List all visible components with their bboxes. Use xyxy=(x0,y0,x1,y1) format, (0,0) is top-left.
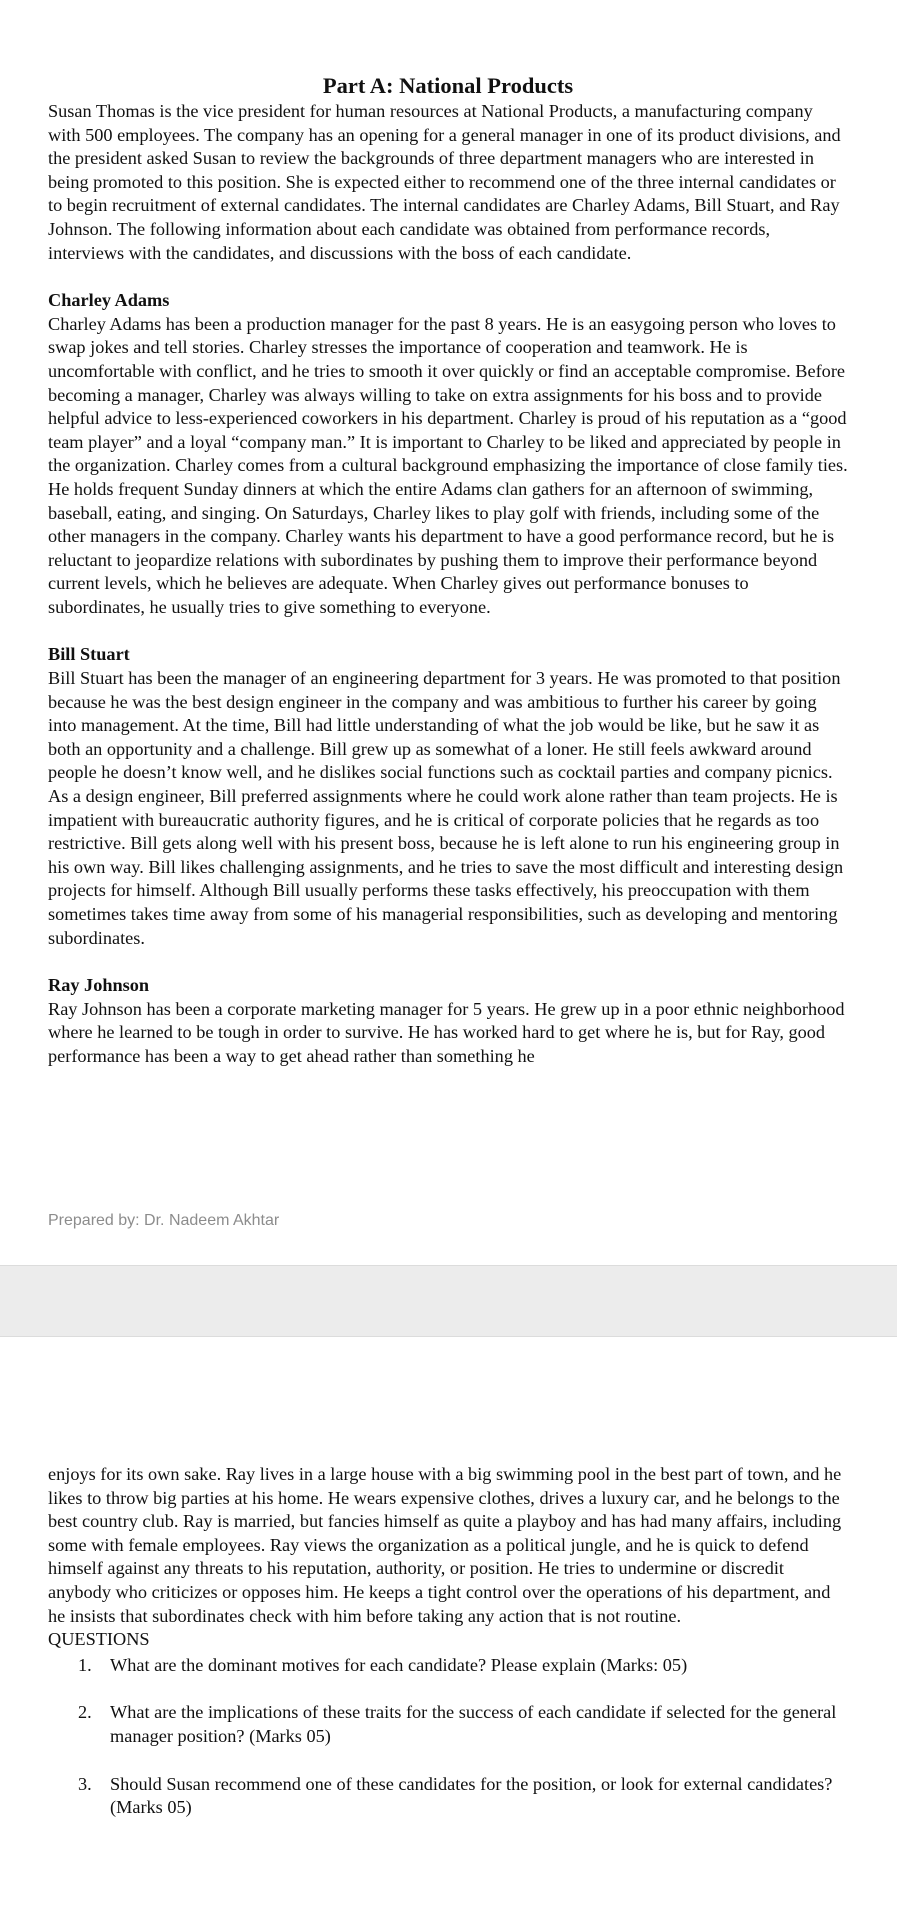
question-number: 2. xyxy=(78,1702,92,1723)
question-number: 1. xyxy=(78,1654,92,1675)
questions-list xyxy=(48,1654,848,1820)
question-text: What are the implications of these traits for the success of each candidate if selected for the general manager position? (Marks 05) xyxy=(110,1702,837,1746)
charley-paragraph: Charley Adams has been a production manager for the past 8 years. He is an easygoing person who loves to swap jokes and tell stories. Charley stresses the importance of cooperation and teamwork. He is uncomfortable with conflict, and he tries to smooth it over quickly or find an acceptable compromise. Before becoming a manager, Charley was always willing to take on extra assignments for his boss and to provide helpful advice to less-experienced coworkers in his department. Charley is proud of his reputation as a “good team player” and a loyal “company man.” It is important to Charley to be liked and appreciated by people in the organization. Charley comes from a cultural background emphasizing the importance of close family ties. He holds frequent Sunday dinners at which the entire Adams clan gathers for an afternoon of swimming, baseball, eating, and singing. On Saturdays, Charley likes to play golf with friends, including some of the other managers in the company. Charley wants his department to have a good performance record, but he is reluctant to jeopardize relations with subordinates by pushing them to improve their performance beyond current levels, which he believes are adequate. When Charley gives out performance bonuses to subordinates, he usually tries to give something to everyone. xyxy=(48,313,848,617)
bill-paragraph: Bill Stuart has been the manager of an engineering department for 3 years. He was promoted to that position because he was the best design engineer in the company and was ambitious to further his career by going into management. At the time, Bill had little understanding of what the job would be like, but he saw it as both an opportunity and a challenge. Bill grew up as somewhat of a loner. He still feels awkward around people he doesn’t know well, and he dislikes social functions such as cocktail parties and company picnics. As a design engineer, Bill preferred assignments where he could work alone rather than team projects. He is impatient with bureaucratic authority figures, and he is critical of corporate policies that he regards as too restrictive. Bill gets along well with his present boss, because he is left alone to run his engineering group in his own way. Bill likes challenging assignments, and he tries to save the most difficult and interesting design projects for himself. Although Bill usually performs these tasks effectively, his preoccupation with them sometimes takes time away from some of his managerial responsibilities, such as developing and mentoring subordinates. xyxy=(48,668,844,948)
question-text: What are the dominant motives for each candidate? Please explain (Marks: 05) xyxy=(110,1654,688,1675)
questions-title: QUESTIONS xyxy=(48,1629,150,1650)
intro-paragraph: Susan Thomas is the vice president for human resources at National Products, a manufacturing company with 500 employees. The company has an opening for a general manager in one of its product divisions, and the president asked Susan to review the backgrounds of three department managers who are interested in being promoted to this position. She is expected either to recommend one of the three internal candidates or to begin recruitment of external candidates. The internal candidates are Charley Adams, Bill Stuart, and Ray Johnson. The following information about each candidate was obtained from performance records, interviews with the candidates, and discussions with the boss of each candidate. xyxy=(48,101,841,263)
page-1-content xyxy=(48,72,848,1069)
page-2-content xyxy=(48,1463,848,1844)
ray-heading: Ray Johnson xyxy=(48,975,150,996)
bill-heading: Bill Stuart xyxy=(48,644,130,665)
document-title: Part A: National Products xyxy=(322,73,574,98)
question-text: Should Susan recommend one of these candidates for the position, or look for external candidates? (Marks 05) xyxy=(110,1773,833,1818)
page-2 xyxy=(0,1337,897,1920)
question-number: 3. xyxy=(78,1773,92,1794)
question-item xyxy=(48,1701,848,1748)
page-separator xyxy=(0,1265,897,1337)
question-item xyxy=(48,1773,848,1820)
charley-heading: Charley Adams xyxy=(48,290,170,311)
page-footer: Prepared by: Dr. Nadeem Akhtar xyxy=(48,1212,280,1229)
question-item xyxy=(48,1654,848,1678)
ray-paragraph-part1: Ray Johnson has been a corporate marketing manager for 5 years. He grew up in a poor ethnic neighborhood where he learned to be tough in order to survive. He has worked hard to get where he is, but for Ray, good performance has been a way to get ahead rather than something he xyxy=(48,998,845,1066)
ray-paragraph-part2: enjoys for its own sake. Ray lives in a large house with a big swimming pool in the best part of town, and he likes to throw big parties at his home. He wears expensive clothes, drives a luxury car, and he belongs to the best country club. Ray is married, but fancies himself as quite a playboy and has had many affairs, including some with female employees. Ray views the organization as a political jungle, and he is quick to defend himself against any threats to his reputation, authority, or position. He tries to undermine or discredit anybody who criticizes or opposes him. He keeps a tight control over the operations of his department, and he insists that subordinates check with him before taking any action that is not routine. xyxy=(48,1464,842,1626)
